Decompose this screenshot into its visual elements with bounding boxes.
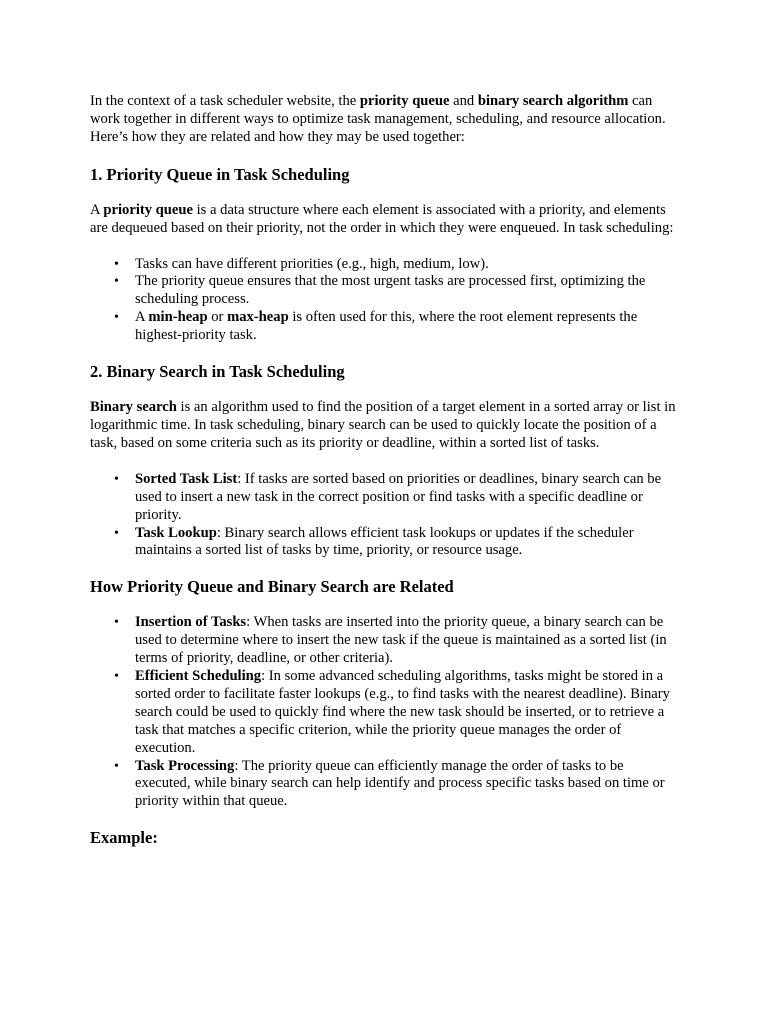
section2-bullet-2-text: : Binary search allows efficient task lookups or updates if the scheduler maintains a sorted list of tasks by time, priority, or resource usage.: [135, 524, 634, 559]
section1-text-1: A: [90, 201, 104, 218]
intro-term-priority-queue: priority queue: [359, 93, 450, 109]
section1-bullet-list: [90, 256, 680, 346]
bullet3-text-3: is often used for this, where the root element represents the highest-priority task.: [135, 309, 638, 344]
section2-heading: 2. Binary Search in Task Scheduling: [90, 362, 345, 382]
bullet3-term-min-heap: min-heap: [148, 309, 208, 326]
intro-text-3: can work together in different ways to optimize task management, scheduling, and resource allocation. Here’s how they are related and how they may be used together:: [90, 93, 666, 145]
intro-term-binary-search: binary search algorithm: [477, 93, 629, 109]
section2-term: Binary search: [90, 399, 177, 416]
section3-bullet-3-term: Task Processing: [135, 757, 235, 774]
section3-bullet-2-text: : In some advanced scheduling algorithms, tasks might be stored in a sorted order to facilitate faster lookups (e.g., to find tasks with the nearest deadline). Binary search could be used to quickly find where the new task should be inserted, or to retrieve a task that matches a specific criterion, while the priority queue manages the order of execution.: [135, 668, 670, 756]
section2-bullet-list: [90, 471, 680, 561]
section3-bullet-1-text: : When tasks are inserted into the priority queue, a binary search can be used to determine where to insert the new task if the queue is maintained as a sorted list (in terms of priority, deadline, or other criteria).: [135, 614, 667, 667]
section2-bullet-2: [135, 525, 680, 561]
section3-bullet-1: [135, 614, 680, 668]
section4-heading: Example:: [90, 828, 158, 848]
section2-bullet-1-term: Sorted Task List: [135, 470, 238, 487]
section1-text-2: is a data structure where each element is associated with a priority, and elements are dequeued based on their priority, not the order in which they were enqueued. In task scheduling:: [90, 201, 674, 236]
intro-text-1: In the context of a task scheduler website, the: [90, 93, 360, 109]
section3-bullet-3-text: : The priority queue can efficiently manage the order of tasks to be executed, while binary search can help identify and process specific tasks based on time or priority within that queue.: [135, 757, 665, 810]
section3-bullet-3: [135, 758, 680, 812]
section2-paragraph: [90, 399, 680, 453]
section3-bullet-2: [135, 668, 680, 758]
section1-bullet-1: • Tasks can have different priorities (e.g., high, medium, low).: [135, 256, 680, 274]
section1-bullet-3: [135, 309, 680, 345]
intro-paragraph: [90, 93, 680, 147]
section3-bullet-1-term: Insertion of Tasks: [135, 614, 247, 631]
section3-bullet-2-term: Efficient Scheduling: [135, 668, 262, 685]
section1-paragraph: [90, 202, 680, 238]
bullet3-text-2: or: [207, 309, 228, 326]
section2-bullet-1: [135, 471, 680, 525]
section1-term: priority queue: [103, 201, 193, 218]
section3-heading: How Priority Queue and Binary Search are Related: [90, 577, 454, 597]
section2-bullet-1-text: : If tasks are sorted based on priorities or deadlines, binary search can be used to insert a new task in the correct position or find tasks with a specific deadline or priority.: [135, 470, 662, 523]
section1-bullet-2: • The priority queue ensures that the most urgent tasks are processed first, optimizing the scheduling process.: [135, 273, 680, 309]
section2-text: is an algorithm used to find the position of a target element in a sorted array or list in logarithmic time. In task scheduling, binary search can be used to quickly locate the position of a task, based on some criteria such as its priority or deadline, within a sorted list of tasks.: [90, 399, 676, 451]
document-page: [90, 93, 680, 848]
intro-text-2: and: [449, 93, 478, 109]
bullet3-term-max-heap: max-heap: [227, 309, 289, 326]
section3-bullet-list: [90, 614, 680, 811]
section2-bullet-2-term: Task Lookup: [135, 524, 217, 541]
section1-heading: 1. Priority Queue in Task Scheduling: [90, 164, 350, 184]
bullet3-text-1: A: [135, 309, 149, 326]
